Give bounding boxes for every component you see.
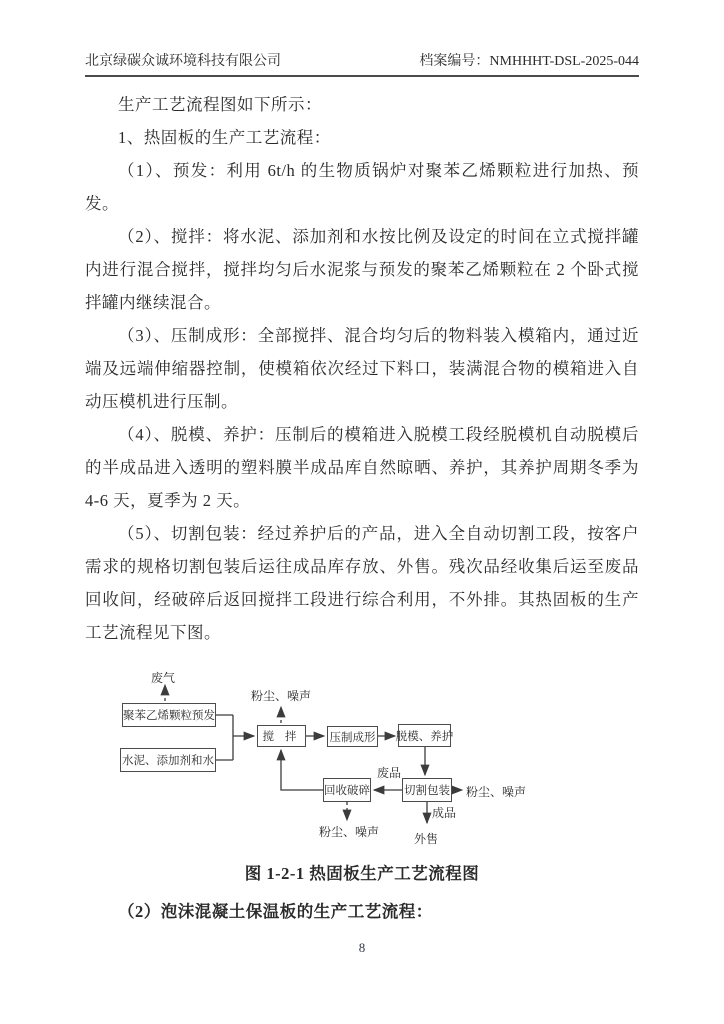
paragraph-prefoam: （1）、预发：利用 6t/h 的生物质锅炉对聚苯乙烯颗粒进行加热、预发。	[85, 161, 639, 213]
label-waste-gas: 废气	[151, 671, 176, 685]
connector-inputs	[216, 715, 233, 760]
process-flowchart	[85, 658, 645, 854]
page-number: 8	[358, 940, 366, 955]
flowchart-box-demolding: 脱模、养护	[398, 724, 451, 747]
label-external-sale: 外售	[414, 832, 439, 846]
label-dust-noise-mixing: 粉尘、噪声	[251, 689, 312, 703]
body-text	[85, 88, 639, 656]
file-number-label: 档案编号：	[419, 54, 490, 69]
file-number-value: NMHHHT-DSL-2025-044	[489, 54, 639, 69]
label-scrap: 废品	[377, 766, 402, 780]
next-section-title: （2）泡沫混凝土保温板的生产工艺流程：	[118, 902, 433, 921]
paragraph-demolding: （4）、脱模、养护：压制后的模箱进入脱模工段经脱模机自动脱模后的半成品进入透明的塑料膜半成品库自然晾晒、养护，其养护周期冬季为 4-6 天，夏季为 2 天。	[85, 425, 639, 510]
intro-paragraph: 生产工艺流程图如下所示：	[118, 95, 322, 114]
flowchart-box-materials: 水泥、添加剂和水	[120, 748, 216, 772]
label-finished-product: 成品	[432, 806, 457, 820]
flowchart-box-pressing: 压制成形	[327, 726, 378, 747]
file-number	[419, 50, 639, 70]
figure-caption: 图 1-2-1 热固板生产工艺流程图	[244, 864, 480, 883]
flowchart-box-prefoam: 聚苯乙烯颗粒预发	[122, 703, 216, 727]
flowchart-box-recycling: 回收破碎	[323, 778, 371, 802]
paragraph-cutting: （5）、切割包装：经过养护后的产品，进入全自动切割工段，按客户需求的规格切割包装后运往成品库存放、外售。残次品经收集后运至废品回收间，经破碎后返回搅拌工段进行综合利用，不外排。其热固板的生产工艺流程见下图。	[85, 524, 639, 642]
paragraph-pressing: （3）、压制成形：全部搅拌、混合均匀后的物料装入模箱内，通过近端及远端伸缩器控制，使模箱依次经过下料口，装满混合物的模箱进入自动压模机进行压制。	[85, 326, 639, 411]
label-dust-noise-cutting: 粉尘、噪声	[466, 785, 527, 799]
paragraph-mixing: （2）、搅拌：将水泥、添加剂和水按比例及设定的时间在立式搅拌罐内进行混合搅拌，搅拌均匀后水泥浆与预发的聚苯乙烯颗粒在 2 个卧式搅拌罐内继续混合。	[85, 227, 639, 312]
flowchart-box-cutting: 切割包装	[402, 778, 452, 802]
flowchart-box-mixing: 搅 拌	[257, 725, 306, 747]
section-title: 1、热固板的生产工艺流程：	[118, 128, 331, 147]
page-header	[85, 50, 639, 77]
company-name: 北京绿碳众诚环境科技有限公司	[85, 54, 281, 69]
arrow-recycle-to-mix	[281, 750, 323, 790]
label-dust-noise-recycling: 粉尘、噪声	[319, 825, 380, 839]
